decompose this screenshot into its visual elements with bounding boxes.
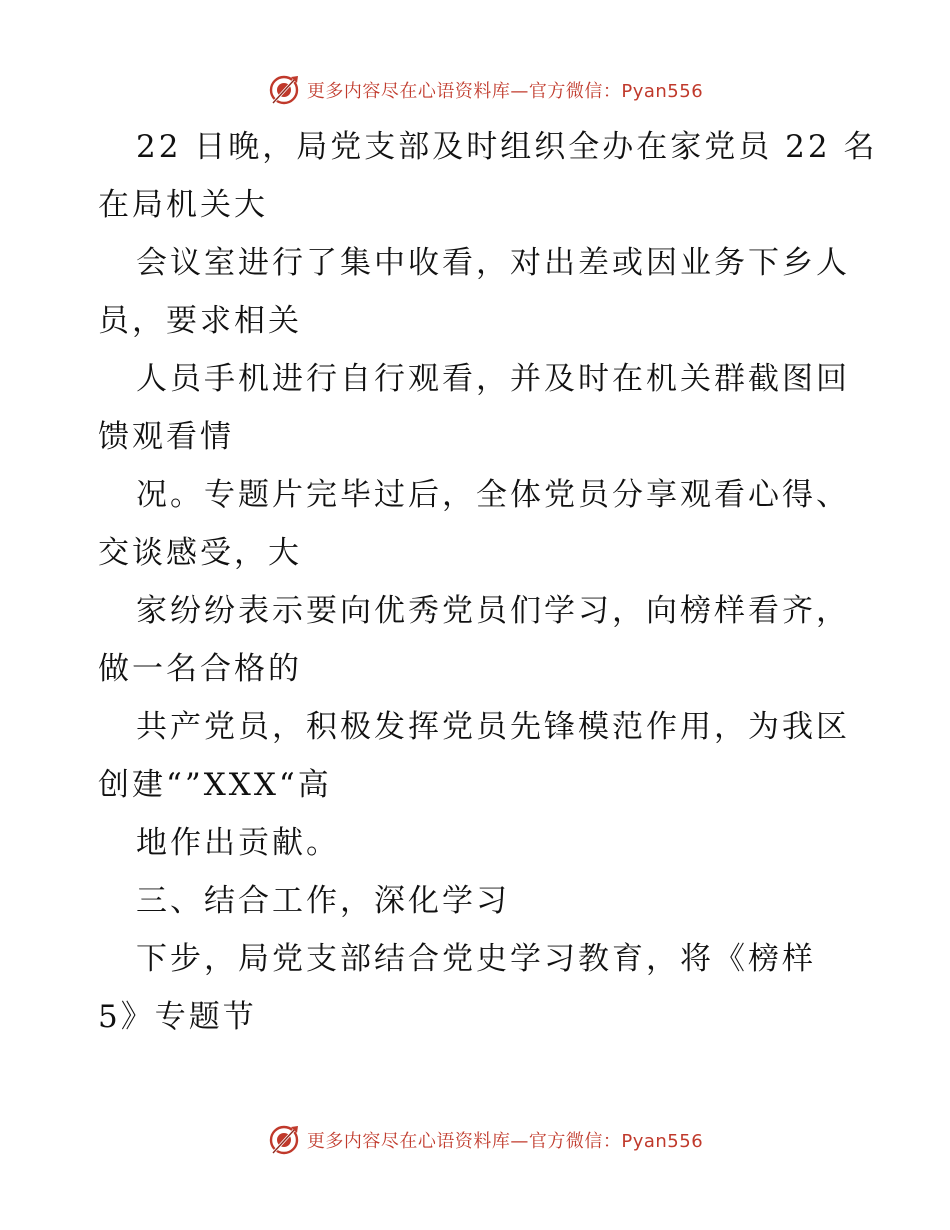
banner-text: 更多内容尽在心语资料库—官方微信：Pyan556 [306, 1131, 704, 1152]
document-body [98, 118, 878, 1046]
text-line: 馈观看情 [98, 419, 234, 455]
text-line: 况。专题片完毕过后，全体党员分享观看心得、 [136, 477, 850, 513]
text-line: 地作出贡献。 [136, 825, 340, 861]
text-line: 家纷纷表示要向优秀党员们学习，向榜样看齐， [136, 593, 850, 629]
text-line: 人员手机进行自行观看，并及时在机关群截图回 [136, 361, 850, 397]
text-line: 会议室进行了集中收看，对出差或因业务下乡人 [136, 245, 850, 281]
quill-logo-icon [267, 1123, 301, 1157]
text-line: 在局机关大 [98, 187, 268, 223]
banner-content [267, 1123, 703, 1157]
banner-content [267, 73, 703, 107]
banner-text: 更多内容尽在心语资料库—官方微信：Pyan556 [306, 81, 704, 102]
text-line: 三、结合工作，深化学习 [136, 883, 510, 919]
header-banner [0, 70, 950, 110]
text-line: 做一名合格的 [98, 651, 302, 687]
text-line: 员，要求相关 [98, 303, 302, 339]
text-line: 5》专题节 [98, 999, 257, 1035]
text-line: 交谈感受，大 [98, 535, 302, 571]
text-line: 下步，局党支部结合党史学习教育，将《榜样 [136, 941, 816, 977]
text-line: 创建“”XXX“高 [98, 767, 332, 803]
quill-logo-icon [267, 73, 301, 107]
text-line: 22 日晚，局党支部及时组织全办在家党员 22 名 [136, 129, 878, 165]
text-line: 共产党员，积极发挥党员先锋模范作用，为我区 [136, 709, 850, 745]
footer-banner [0, 1120, 950, 1160]
